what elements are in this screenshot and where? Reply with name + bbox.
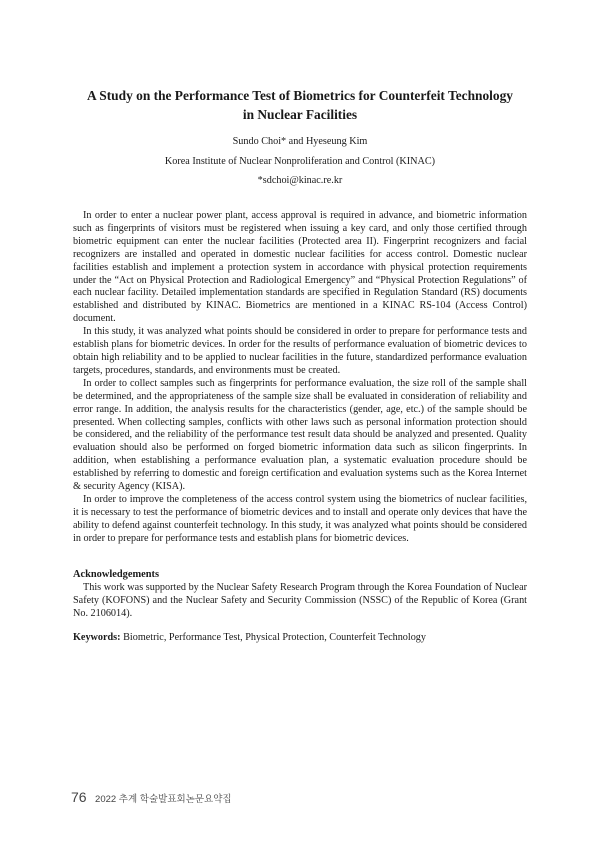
keywords-label: Keywords: bbox=[73, 632, 121, 643]
abstract-body bbox=[73, 210, 527, 546]
journal-title: 2022 추계 학술발표회논문요약집 bbox=[95, 794, 232, 805]
paragraph: In order to improve the completeness of the access control system using the biometrics of nuclear facilities, it is necessary to test the performance of biometric devices and to install and operate only devices that have the ability to defend against counterfeit technology. In this study, it was analyzed what points should be considered in order to prepare for performance tests and establish plans for biometric devices. bbox=[73, 493, 527, 544]
acknowledgements-text: This work was supported by the Nuclear Safety Research Program through the Korea Foundation of Nuclear Safety (KOFONS) and the Nuclear Safety and Security Commission (NSSC) of the Republic of Korea (Grant No. 2106014). bbox=[73, 582, 527, 619]
paragraph: In order to collect samples such as fingerprints for performance evaluation, the size roll of the sample shall be determined, and the appropriateness of the sample size shall be evaluated in consideration of reliability and error range. In addition, the analysis results for the characteristics (gender, age, etc.) of the sample should be presented. When collecting samples, conflicts with other laws such as personal information protection should be considered, and the reliability of the performance test result data should be analyzed and presented. Quality evaluation should also be performed on forged biometric information data such as silicon fingerprints. In addition, when establishing a performance evaluation plan, a systematic evaluation procedure should be established by referring to domestic and foreign certification and evaluation systems such as the Korea Internet & security Agency (KISA). bbox=[73, 377, 527, 493]
page-footer bbox=[71, 789, 232, 807]
paragraph: In this study, it was analyzed what points should be considered in order to prepare for performance tests and establish plans for biometric devices. In order for the results of performance evaluation of biometric devices to obtain high reliability and to be applied to nuclear facilities in the future, standardized performance evaluation targets, procedures, standards, and environments must be created. bbox=[73, 326, 527, 376]
keywords bbox=[73, 632, 527, 643]
affiliation: Korea Institute of Nuclear Nonproliferation and Control (KINAC) bbox=[164, 156, 436, 167]
title-line-1: A Study on the Performance Test of Biometrics for Counterfeit Technology bbox=[87, 88, 513, 103]
paper-title bbox=[60, 86, 540, 124]
authors: Sundo Choi* and Hyeseung Kim bbox=[232, 136, 368, 147]
page-number: 76 bbox=[71, 789, 87, 805]
email: *sdchoi@kinac.re.kr bbox=[257, 175, 343, 186]
paragraph: In order to enter a nuclear power plant, access approval is required in advance, and biometric information such as fingerprints of visitors must be registered when issuing a key card, and only those certified through biometric equipment can enter the nuclear facilities (Protected area II). Fingerprint recognizers and facial recognizers are installed and operated in domestic nuclear facilities for access control. Domestic nuclear facilities establish and implement a protection system in accordance with physical protection requirements under the “Act on Physical Protection and Radiological Emergency” and “Physical Protection Regulations” of each nuclear facility. Detailed implementation standards are specified in Regulation Standard (RS) documents established and distributed by KINAC. Biometrics are mentioned in a KINAC RS-104 (Access Control) document. bbox=[73, 210, 527, 325]
title-line-2: in Nuclear Facilities bbox=[242, 107, 358, 122]
keywords-text: Biometric, Performance Test, Physical Protection, Counterfeit Technology bbox=[123, 632, 426, 643]
acknowledgements-heading: Acknowledgements bbox=[73, 569, 160, 580]
